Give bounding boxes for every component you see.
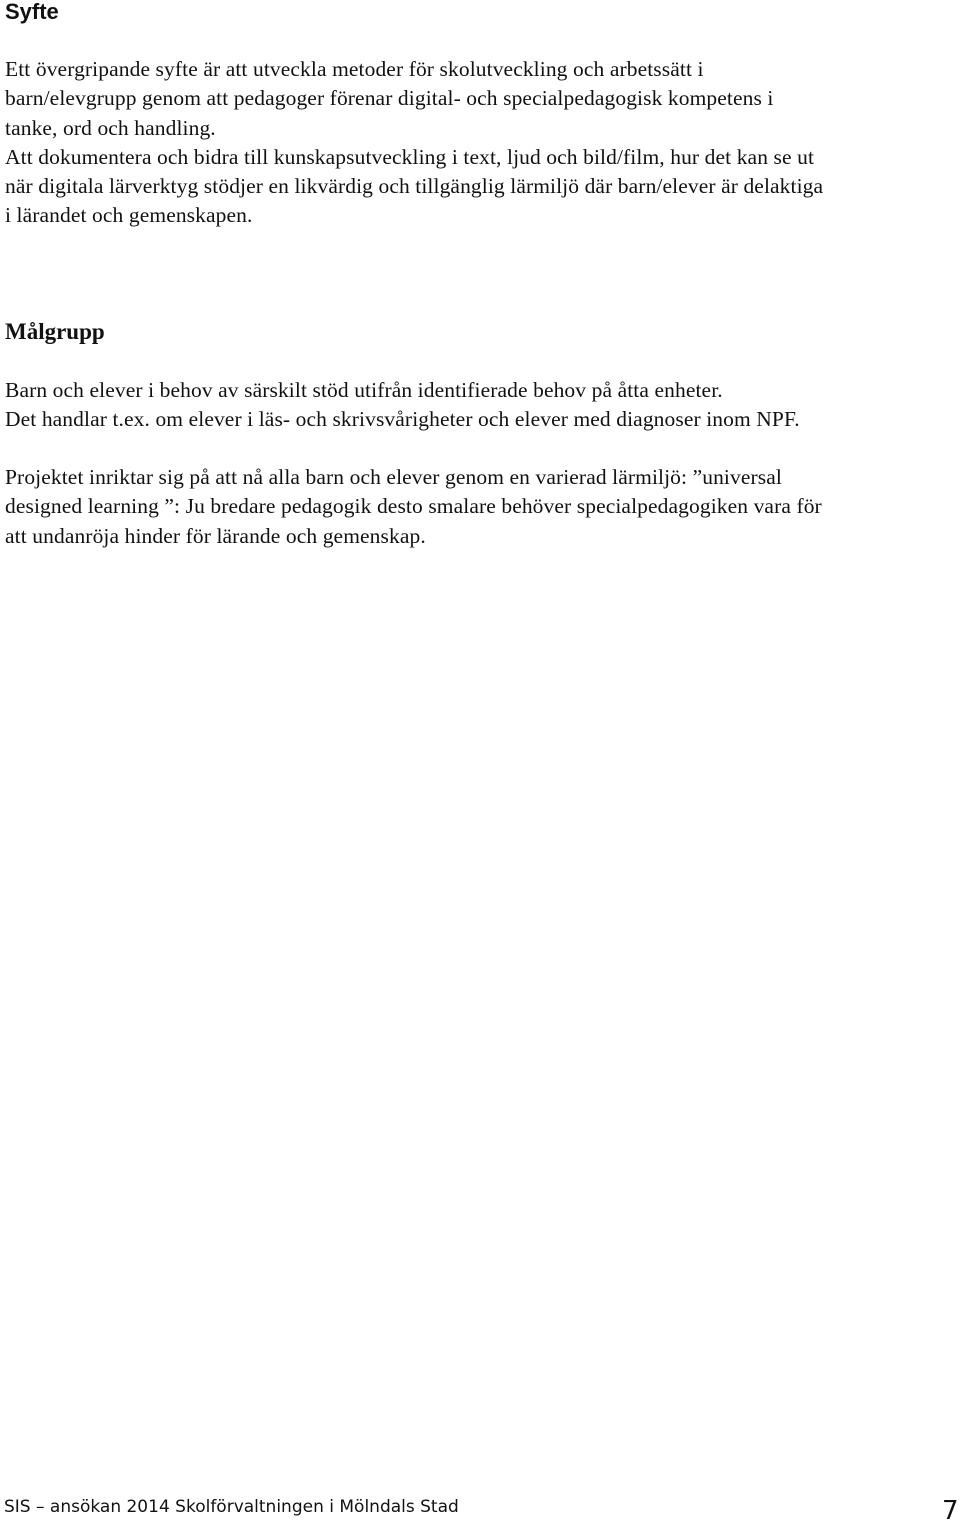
paragraph-line: när digitala lärverktyg stödjer en likvärdig och tillgänglig lärmiljö där barn/elever är delaktiga (5, 174, 824, 199)
heading-syfte: Syfte (5, 0, 59, 24)
paragraph-line: Projektet inriktar sig på att nå alla barn och elever genom en varierad lärmiljö: ”universal (5, 465, 782, 489)
paragraph-malgrupp-1 (5, 376, 957, 435)
paragraph-line: Ett övergripande syfte är att utveckla metoder för skolutveckling och arbetssätt i (5, 57, 704, 81)
paragraph-line: designed learning ”: Ju bredare pedagogik desto smalare behöver specialpedagogiken vara för (5, 494, 822, 519)
page-number: 7 (942, 1496, 959, 1526)
paragraph-line: att undanröja hinder för lärande och gemenskap. (5, 523, 426, 548)
paragraph-malgrupp-2 (5, 463, 957, 551)
paragraph-line: Att dokumentera och bidra till kunskapsutveckling i text, ljud och bild/film, hur det kan se ut (5, 144, 815, 169)
heading-malgrupp: Målgrupp (5, 319, 105, 344)
footer-text: SIS – ansökan 2014 Skolförvaltningen i Mölndals Stad (4, 1497, 459, 1517)
paragraph-line: Barn och elever i behov av särskilt stöd utifrån identifierade behov på åtta enheter. (5, 378, 723, 402)
paragraph-line: Det handlar t.ex. om elever i läs- och skrivsvårigheter och elever med diagnoser inom NPF. (5, 407, 800, 432)
paragraph-syfte (5, 55, 957, 231)
paragraph-line: barn/elevgrupp genom att pedagoger förenar digital- och specialpedagogisk kompetens i (5, 86, 774, 111)
paragraph-line: i lärandet och gemenskapen. (5, 203, 253, 228)
paragraph-line: tanke, ord och handling. (5, 115, 216, 140)
